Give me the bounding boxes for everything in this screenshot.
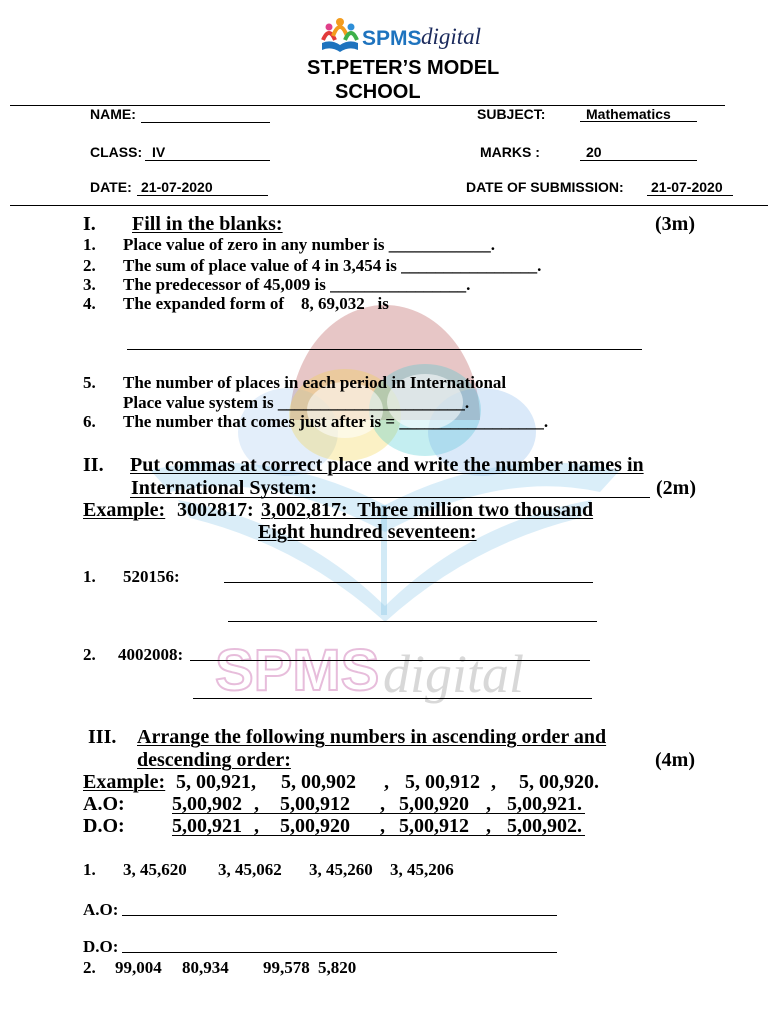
submission-underline (647, 195, 733, 196)
question-value: 3, 45,206 (390, 860, 454, 879)
descending-separator: , (380, 815, 385, 837)
ascending-separator: , (254, 793, 259, 815)
section2-title-line1: Put commas at correct place and write the number names in (130, 454, 644, 476)
question-text: The sum of place value of 4 in 3,454 is ________________. (123, 256, 542, 275)
question-text: The number of places in each period in International (123, 373, 507, 392)
question-value: 3, 45,260 (309, 860, 373, 879)
example-separator: , (384, 771, 389, 793)
answer-line (224, 582, 593, 583)
section2-title-underline (130, 497, 650, 498)
question-number: 1. (83, 567, 96, 586)
question-text-continued: Place value system is ______________________. (123, 393, 470, 412)
descending-number: 5,00,912 (399, 815, 469, 837)
watermark-brand: SPMS (215, 638, 380, 703)
answer-line (122, 952, 557, 953)
question-value: 99,004 (115, 958, 162, 977)
logo-brand: SPMS (362, 27, 422, 50)
descending-number: 5,00,920 (280, 815, 350, 837)
question-number: 5. (83, 373, 96, 392)
question-value: 4002008: (118, 645, 184, 664)
example-label: Example: (83, 771, 166, 793)
example-number: 3002817: (177, 499, 254, 521)
question-value: 80,934 (182, 958, 229, 977)
answer-line (190, 660, 590, 661)
ascending-number: 5,00,902 (172, 793, 242, 815)
descending-number: 5,00,902. (507, 815, 582, 837)
question-number: 2. (83, 645, 96, 664)
question-value: 99,578 (263, 958, 310, 977)
example-answer-line1: 3,002,817: Three million two thousand (261, 499, 594, 521)
marks-label: MARKS : (480, 144, 540, 160)
section2-marks: (2m) (656, 477, 696, 499)
question-number: 1. (83, 235, 96, 254)
submission-value: 21-07-2020 (651, 179, 723, 195)
section3-numeral: III. (88, 726, 117, 748)
section1-numeral: I. (83, 213, 96, 235)
question-text: Place value of zero in any number is ____________. (123, 235, 495, 254)
question-value: 3, 45,062 (218, 860, 282, 879)
ascending-answer-label: A.O: (83, 900, 119, 919)
ascending-number: 5,00,912 (280, 793, 350, 815)
section3-marks: (4m) (655, 749, 695, 771)
name-blank-line (141, 122, 270, 123)
example-number: 5, 00,920. (519, 771, 599, 793)
answer-line (228, 621, 597, 622)
date-label: DATE: (90, 179, 132, 195)
descending-separator: , (486, 815, 491, 837)
question-text: The expanded form of 8, 69,032 is (123, 294, 389, 313)
descending-underline (172, 835, 585, 836)
question-value: 520156: (123, 567, 180, 586)
ascending-underline (172, 813, 585, 814)
descending-answer-label: D.O: (83, 937, 119, 956)
subject-label: SUBJECT: (477, 106, 546, 122)
section2-title-line2: International System: (131, 477, 318, 499)
ascending-separator: , (380, 793, 385, 815)
question-number: 1. (83, 860, 96, 879)
section1-title: Fill in the blanks: (132, 213, 283, 235)
school-logo-icon (320, 14, 360, 54)
section1-marks: (3m) (655, 213, 695, 235)
submission-label: DATE OF SUBMISSION: (466, 179, 624, 195)
question-number: 3. (83, 275, 96, 294)
ascending-number: 5,00,920 (399, 793, 469, 815)
school-name-line2: SCHOOL (335, 81, 421, 103)
question-value: 3, 45,620 (123, 860, 187, 879)
class-underline (145, 160, 270, 161)
class-value: IV (152, 144, 166, 160)
school-name-line1: ST.PETER’S MODEL (307, 57, 500, 79)
example-number: 5, 00,921, (176, 771, 256, 793)
header-bottom-rule (10, 205, 768, 206)
ascending-separator: , (486, 793, 491, 815)
example-answer-line2: Eight hundred seventeen: (258, 521, 477, 543)
descending-order-label: D.O: (83, 815, 125, 837)
question-number: 2. (83, 256, 96, 275)
section3-title-line2: descending order: (137, 749, 291, 771)
logo-suffix: digital (421, 24, 482, 49)
section2-numeral: II. (83, 454, 104, 476)
answer-line (193, 698, 592, 699)
class-label: CLASS: (90, 144, 143, 160)
question-text: The number that comes just after is = _________________. (123, 412, 549, 431)
answer-line (127, 349, 642, 350)
descending-number: 5,00,921 (172, 815, 242, 837)
example-separator: , (491, 771, 496, 793)
question-value: 5,820 (318, 958, 357, 977)
question-text: The predecessor of 45,009 is ________________. (123, 275, 471, 294)
descending-separator: , (254, 815, 259, 837)
section3-title-line1: Arrange the following numbers in ascending order and (137, 726, 607, 748)
marks-underline (580, 160, 697, 161)
subject-underline (580, 121, 697, 122)
ascending-order-label: A.O: (83, 793, 125, 815)
question-number: 2. (83, 958, 96, 977)
question-number: 6. (83, 412, 96, 431)
example-label: Example: (83, 499, 166, 521)
question-number: 4. (83, 294, 96, 313)
answer-line (122, 915, 557, 916)
example-number: 5, 00,912 (405, 771, 480, 793)
ascending-number: 5,00,921. (507, 793, 582, 815)
watermark-suffix: digital (383, 644, 525, 704)
subject-value: Mathematics (586, 106, 671, 122)
date-underline (137, 195, 268, 196)
date-value: 21-07-2020 (141, 179, 213, 195)
name-label: NAME: (90, 106, 136, 122)
marks-value: 20 (586, 144, 602, 160)
example-number: 5, 00,902 (281, 771, 356, 793)
